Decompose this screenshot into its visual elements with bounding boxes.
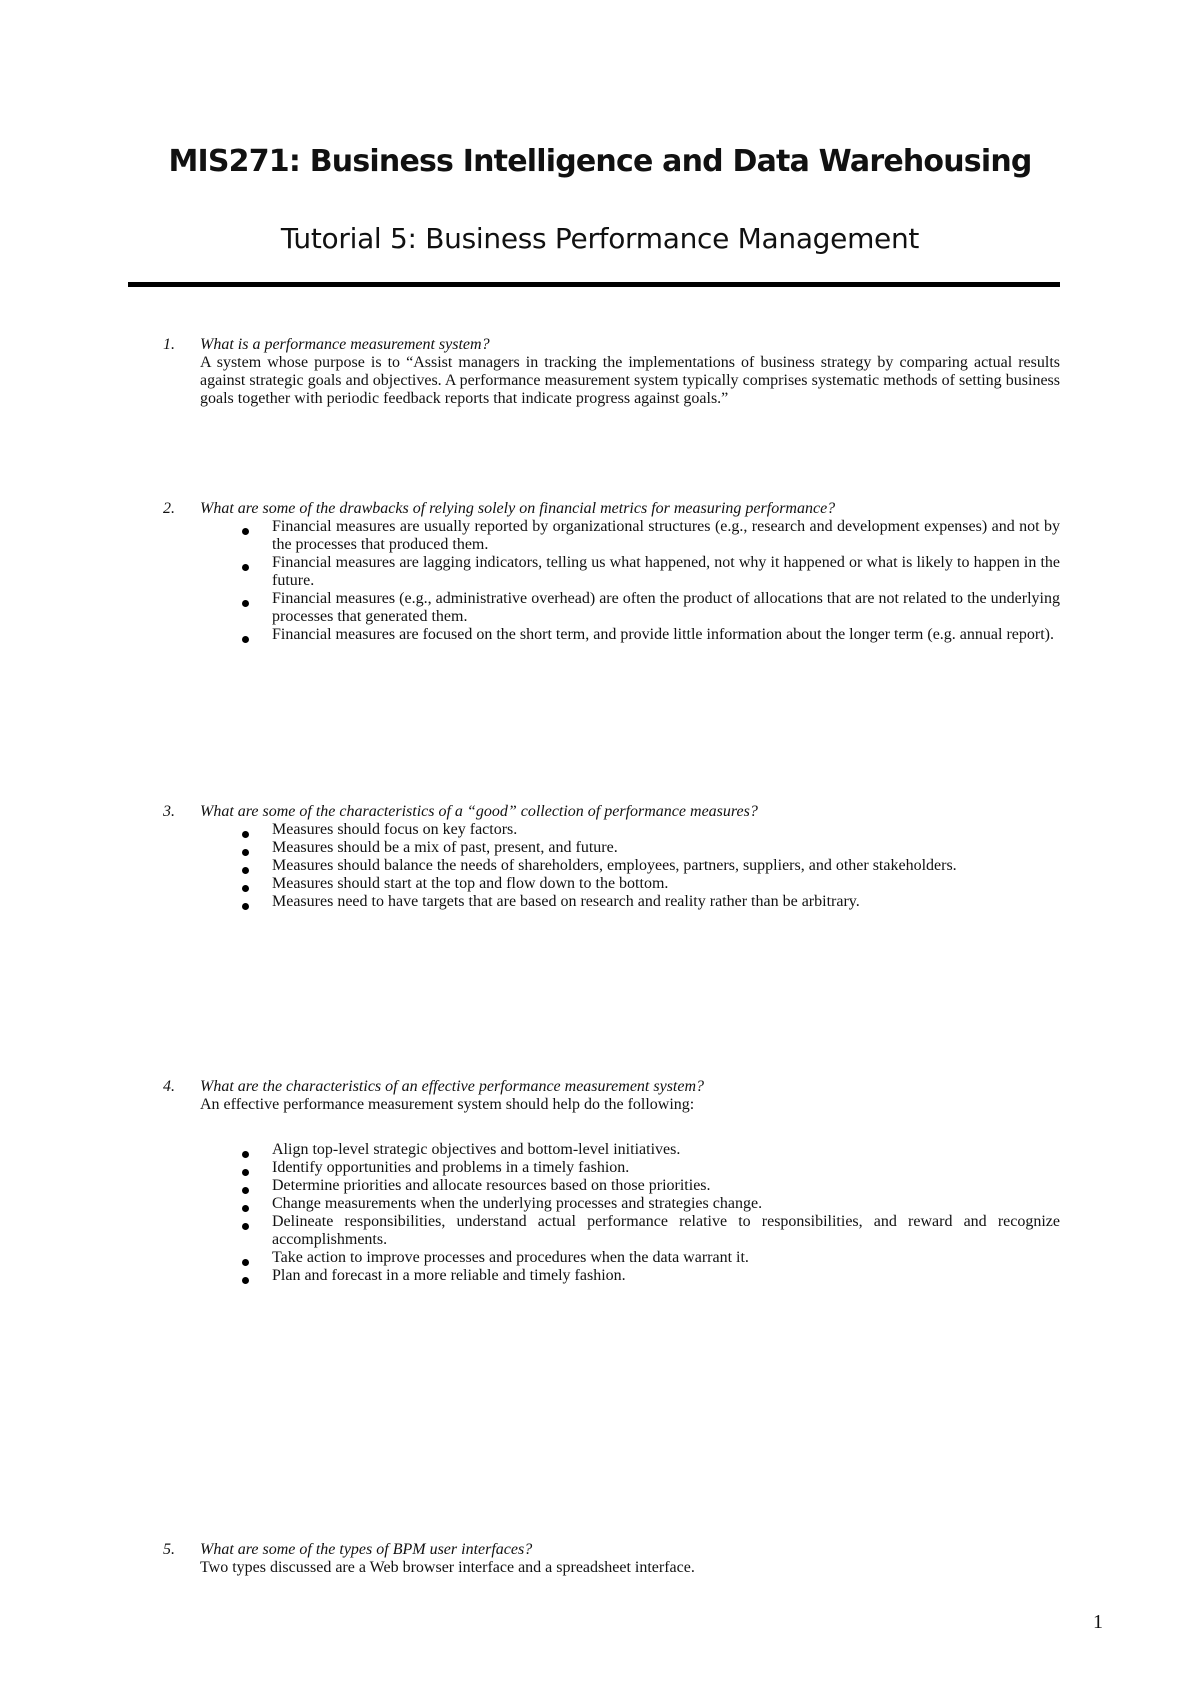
- bullet-icon: [242, 867, 249, 874]
- list-item: Measures should balance the needs of shareholders, employees, partners, suppliers, and other stakeholders.: [0, 857, 1060, 875]
- bullet-icon: [242, 1151, 249, 1158]
- question-2-bullets: [0, 518, 1200, 644]
- bullet-icon: [242, 1187, 249, 1194]
- question-4: [0, 1078, 1200, 1285]
- bullet-icon: [242, 1223, 249, 1230]
- list-item: Financial measures (e.g., administrative overhead) are often the product of allocations that are not related to the underlying processes that generated them.: [0, 590, 1060, 626]
- bullet-icon: [242, 1205, 249, 1212]
- bullet-icon: [242, 564, 249, 571]
- document-title: MIS271: Business Intelligence and Data Warehousing: [168, 144, 1032, 179]
- question-4-answer: An effective performance measurement system should help do the following:: [200, 1096, 695, 1113]
- bullet-icon: [242, 885, 249, 892]
- question-1: [0, 336, 1200, 408]
- document-subtitle: Tutorial 5: Business Performance Management: [280, 222, 920, 255]
- bullet-icon: [242, 849, 249, 856]
- list-item: Financial measures are usually reported by organizational structures (e.g., research and development expenses) and not by the processes that produced them.: [0, 518, 1060, 554]
- bullet-icon: [242, 600, 249, 607]
- list-item: Take action to improve processes and procedures when the data warrant it.: [0, 1249, 1060, 1267]
- question-5: [0, 1541, 1200, 1577]
- question-1-text: [0, 336, 1060, 354]
- list-item: Measures need to have targets that are based on research and reality rather than be arbitrary.: [0, 893, 1060, 911]
- question-1-answer: A system whose purpose is to “Assist managers in tracking the implementations of business strategy by comparing actual results against strategic goals and objectives. A performance measurement system typically comprises systematic methods of setting business goals together with periodic feedback reports that indicate progress against goals.”: [200, 354, 1060, 407]
- bullet-icon: [242, 636, 249, 643]
- list-item: Measures should focus on key factors.: [0, 821, 1060, 839]
- list-item: Change measurements when the underlying processes and strategies change.: [0, 1195, 1060, 1213]
- page-number: 1: [1093, 1611, 1103, 1633]
- list-item: Financial measures are lagging indicators, telling us what happened, not why it happened or what is likely to happen in the future.: [0, 554, 1060, 590]
- question-3: [0, 803, 1200, 911]
- question-2-number: 2.: [163, 500, 175, 517]
- list-item: Identify opportunities and problems in a timely fashion.: [0, 1159, 1060, 1177]
- bullet-icon: [242, 903, 249, 910]
- question-5-text: [0, 1541, 1060, 1559]
- question-1-number: 1.: [163, 336, 175, 353]
- question-3-bullets: [0, 821, 1200, 911]
- bullet-icon: [242, 1259, 249, 1266]
- question-2-text: [0, 500, 1060, 518]
- question-5-answer: Two types discussed are a Web browser interface and a spreadsheet interface.: [200, 1559, 695, 1576]
- question-2: [0, 500, 1200, 644]
- list-item: Determine priorities and allocate resources based on those priorities.: [0, 1177, 1060, 1195]
- list-item: Plan and forecast in a more reliable and timely fashion.: [0, 1267, 1060, 1285]
- list-item: Delineate responsibilities, understand actual performance relative to responsibilities, and reward and recognize accomplishments.: [0, 1213, 1060, 1249]
- question-4-bullets: [0, 1141, 1200, 1285]
- list-item: Align top-level strategic objectives and bottom-level initiatives.: [0, 1141, 1060, 1159]
- paragraph-gap: [0, 1114, 1200, 1141]
- list-item: Financial measures are focused on the short term, and provide little information about the longer term (e.g. annual report).: [0, 626, 1060, 644]
- bullet-icon: [242, 528, 249, 535]
- question-1-prompt: What is a performance measurement system?: [200, 336, 490, 353]
- list-item: Measures should start at the top and flow down to the bottom.: [0, 875, 1060, 893]
- question-5-prompt: What are some of the types of BPM user interfaces?: [200, 1541, 533, 1558]
- bullet-icon: [242, 1277, 249, 1284]
- question-3-text: [0, 803, 1060, 821]
- question-4-prompt: What are the characteristics of an effective performance measurement system?: [200, 1078, 705, 1095]
- question-5-number: 5.: [163, 1541, 175, 1558]
- question-4-text: [0, 1078, 1060, 1096]
- question-3-number: 3.: [163, 803, 175, 820]
- bullet-icon: [242, 1169, 249, 1176]
- bullet-icon: [242, 831, 249, 838]
- title-divider: [128, 282, 1060, 287]
- question-3-prompt: What are some of the characteristics of a “good” collection of performance measures?: [200, 803, 758, 820]
- list-item: Measures should be a mix of past, present, and future.: [0, 839, 1060, 857]
- question-2-prompt: What are some of the drawbacks of relying solely on financial metrics for measuring performance?: [200, 500, 836, 517]
- question-4-number: 4.: [163, 1078, 175, 1095]
